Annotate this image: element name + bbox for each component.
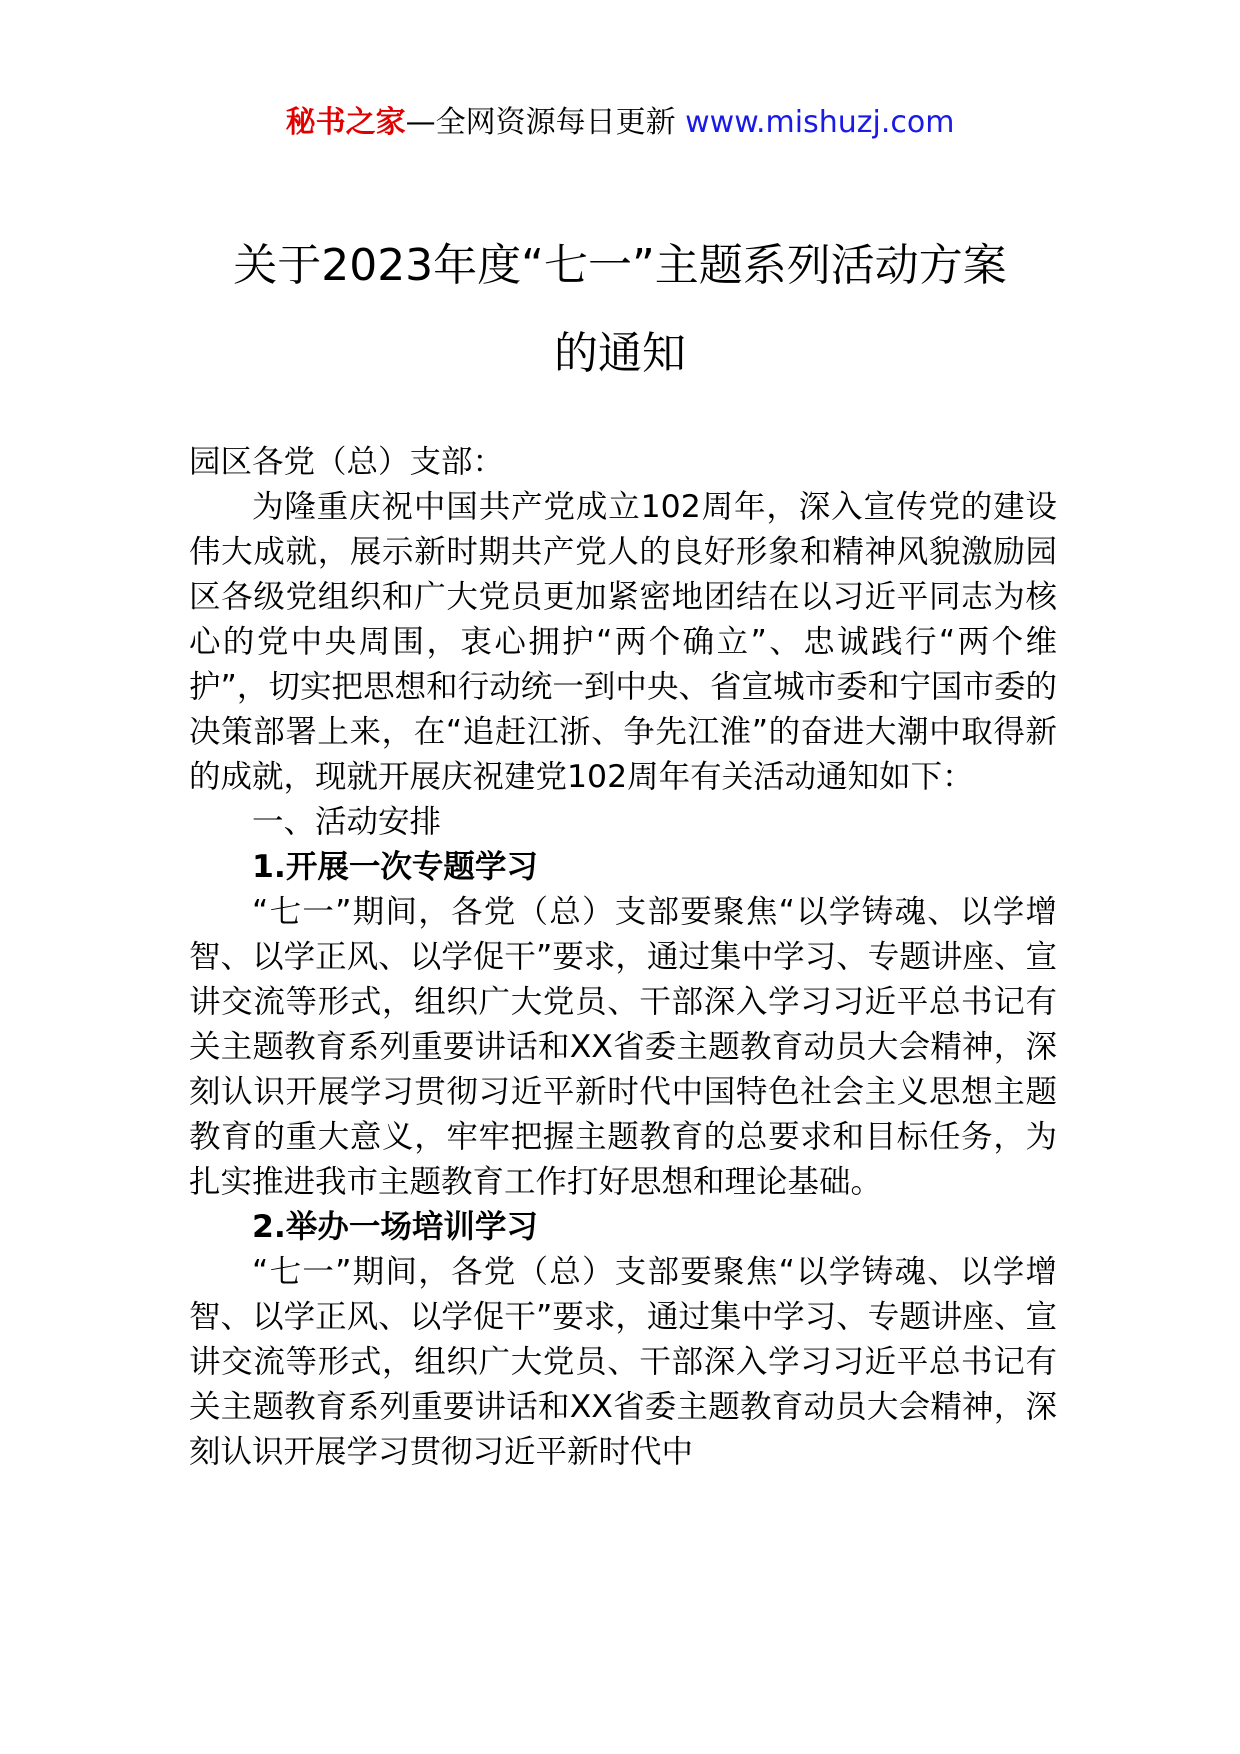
title-line-1: 关于2023年度“七一”主题系列活动方案 [233,240,1007,291]
title-line-2: 的通知 [554,328,686,379]
watermark-header [0,100,1240,146]
section-heading-1: 一、活动安排 [252,804,442,840]
header-tagline: —全网资源每日更新 [405,105,686,140]
item-1-paragraph: “七一”期间，各党（总）支部要聚焦“以学铸魂、以学增智、以学正风、以学促干”要求，通过集中学习、专题讲座、宣讲交流等形式，组织广大党员、干部深入学习习近平总书记有关主题教育系列重要讲话和XX省委主题教育动员大会精神，深刻认识开展学习贯彻习近平新时代中国特色社会主义思想主题教育的重大意义，牢牢把握主题教育的总要求和目标任务，为扎实推进我市主题教育工作打好思想和理论基础。 [189,894,1057,1200]
site-url[interactable]: www.mishuzj.com [685,105,955,140]
item-2-paragraph: “七一”期间，各党（总）支部要聚焦“以学铸魂、以学增智、以学正风、以学促干”要求，通过集中学习、专题讲座、宣讲交流等形式，组织广大党员、干部深入学习习近平总书记有关主题教育系列重要讲话和XX省委主题教育动员大会精神，深刻认识开展学习贯彻习近平新时代中 [189,1254,1057,1470]
brand-name: 秘书之家 [285,105,406,140]
salutation: 园区各党（总）支部： [189,444,505,480]
document-body [189,440,1057,1475]
item-2-heading: 2.举办一场培训学习 [252,1209,538,1245]
intro-paragraph: 为隆重庆祝中国共产党成立102周年，深入宣传党的建设伟大成就，展示新时期共产党人的良好形象和精神风貌激励园区各级党组织和广大党员更加紧密地团结在以习近平同志为核心的党中央周围，衷心拥护“两个确立”、忠诚践行“两个维护”，切实把思想和行动统一到中央、省宣城市委和宁国市委的决策部署上来，在“追赶江浙、争先江淮”的奋进大潮中取得新的成就，现就开展庆祝建党102周年有关活动通知如下： [189,489,1057,795]
document-title [170,222,1070,398]
item-1-heading: 1.开展一次专题学习 [252,849,538,885]
